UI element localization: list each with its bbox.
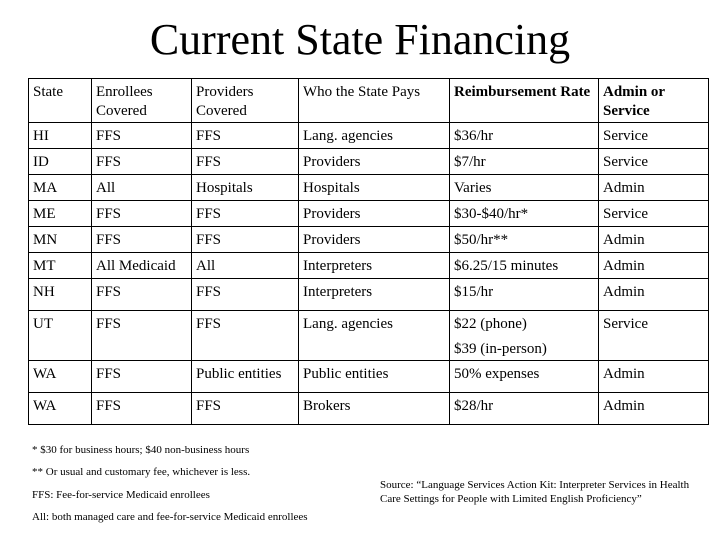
cell-enrollees: FFS [92, 227, 192, 253]
cell-who-pays: Public entities [299, 361, 450, 393]
cell-state: HI [29, 123, 92, 149]
cell-state: MN [29, 227, 92, 253]
cell-admin-service: Admin [599, 361, 709, 393]
header-admin-service: Admin or Service [599, 79, 709, 123]
cell-providers: FFS [192, 149, 299, 175]
cell-who-pays: Providers [299, 227, 450, 253]
cell-who-pays: Lang. agencies [299, 123, 450, 149]
cell-admin-service: Admin [599, 393, 709, 425]
cell-admin-service: Admin [599, 279, 709, 311]
rate-line-in-person: $39 (in-person) [454, 341, 547, 357]
cell-providers: FFS [192, 227, 299, 253]
table-row [29, 123, 709, 149]
cell-enrollees: FFS [92, 279, 192, 311]
cell-rate: $15/hr [450, 279, 599, 311]
cell-enrollees: FFS [92, 311, 192, 361]
cell-rate [450, 311, 599, 361]
header-enrollees: Enrollees Covered [92, 79, 192, 123]
cell-state: UT [29, 311, 92, 361]
cell-who-pays: Hospitals [299, 175, 450, 201]
table-row [29, 393, 709, 425]
table-row [29, 311, 709, 361]
cell-providers: FFS [192, 279, 299, 311]
cell-state: WA [29, 393, 92, 425]
table-row [29, 253, 709, 279]
cell-providers: Hospitals [192, 175, 299, 201]
cell-enrollees: FFS [92, 361, 192, 393]
cell-admin-service: Service [599, 149, 709, 175]
cell-providers: FFS [192, 393, 299, 425]
header-reimbursement: Reimbursement Rate [450, 79, 599, 123]
cell-providers: Public entities [192, 361, 299, 393]
cell-who-pays: Providers [299, 149, 450, 175]
cell-enrollees: FFS [92, 123, 192, 149]
cell-state: MT [29, 253, 92, 279]
cell-who-pays: Providers [299, 201, 450, 227]
cell-admin-service: Service [599, 201, 709, 227]
cell-rate: $50/hr** [450, 227, 599, 253]
cell-enrollees: All Medicaid [92, 253, 192, 279]
footnote-ffs-definition: FFS: Fee-for-service Medicaid enrollees [32, 489, 210, 501]
cell-providers: FFS [192, 201, 299, 227]
cell-providers: All [192, 253, 299, 279]
cell-rate: $28/hr [450, 393, 599, 425]
cell-enrollees: FFS [92, 393, 192, 425]
cell-state: NH [29, 279, 92, 311]
cell-enrollees: FFS [92, 149, 192, 175]
table-row [29, 149, 709, 175]
table-row [29, 201, 709, 227]
cell-rate: $6.25/15 minutes [450, 253, 599, 279]
table-row [29, 279, 709, 311]
cell-admin-service: Admin [599, 253, 709, 279]
cell-rate: 50% expenses [450, 361, 599, 393]
cell-rate: Varies [450, 175, 599, 201]
page-title: Current State Financing [149, 15, 571, 64]
state-financing-table [28, 78, 709, 425]
header-who-pays: Who the State Pays [299, 79, 450, 123]
table-header-row [29, 79, 709, 123]
cell-enrollees: All [92, 175, 192, 201]
cell-who-pays: Lang. agencies [299, 311, 450, 361]
cell-state: MA [29, 175, 92, 201]
footnote-all-definition: All: both managed care and fee-for-service Medicaid enrollees [32, 511, 308, 523]
cell-admin-service: Admin [599, 227, 709, 253]
cell-admin-service: Admin [599, 175, 709, 201]
cell-state: WA [29, 361, 92, 393]
table-row [29, 227, 709, 253]
cell-who-pays: Brokers [299, 393, 450, 425]
rate-line-phone: $22 (phone) [454, 316, 527, 332]
cell-state: ME [29, 201, 92, 227]
cell-rate: $30-$40/hr* [450, 201, 599, 227]
cell-state: ID [29, 149, 92, 175]
cell-providers: FFS [192, 311, 299, 361]
footnote-business-hours: * $30 for business hours; $40 non-business hours [32, 444, 250, 456]
header-providers: Providers Covered [192, 79, 299, 123]
cell-enrollees: FFS [92, 201, 192, 227]
cell-admin-service: Service [599, 311, 709, 361]
cell-who-pays: Interpreters [299, 253, 450, 279]
cell-providers: FFS [192, 123, 299, 149]
footnote-customary-fee: ** Or usual and customary fee, whichever is less. [32, 466, 251, 478]
header-state: State [29, 79, 92, 123]
cell-rate: $7/hr [450, 149, 599, 175]
table-row [29, 175, 709, 201]
cell-who-pays: Interpreters [299, 279, 450, 311]
table-row [29, 361, 709, 393]
cell-admin-service: Service [599, 123, 709, 149]
cell-rate: $36/hr [450, 123, 599, 149]
source-citation: Source: “Language Services Action Kit: Interpreter Services in Health Care Settings for People with Limited English Proficiency” [380, 479, 690, 505]
